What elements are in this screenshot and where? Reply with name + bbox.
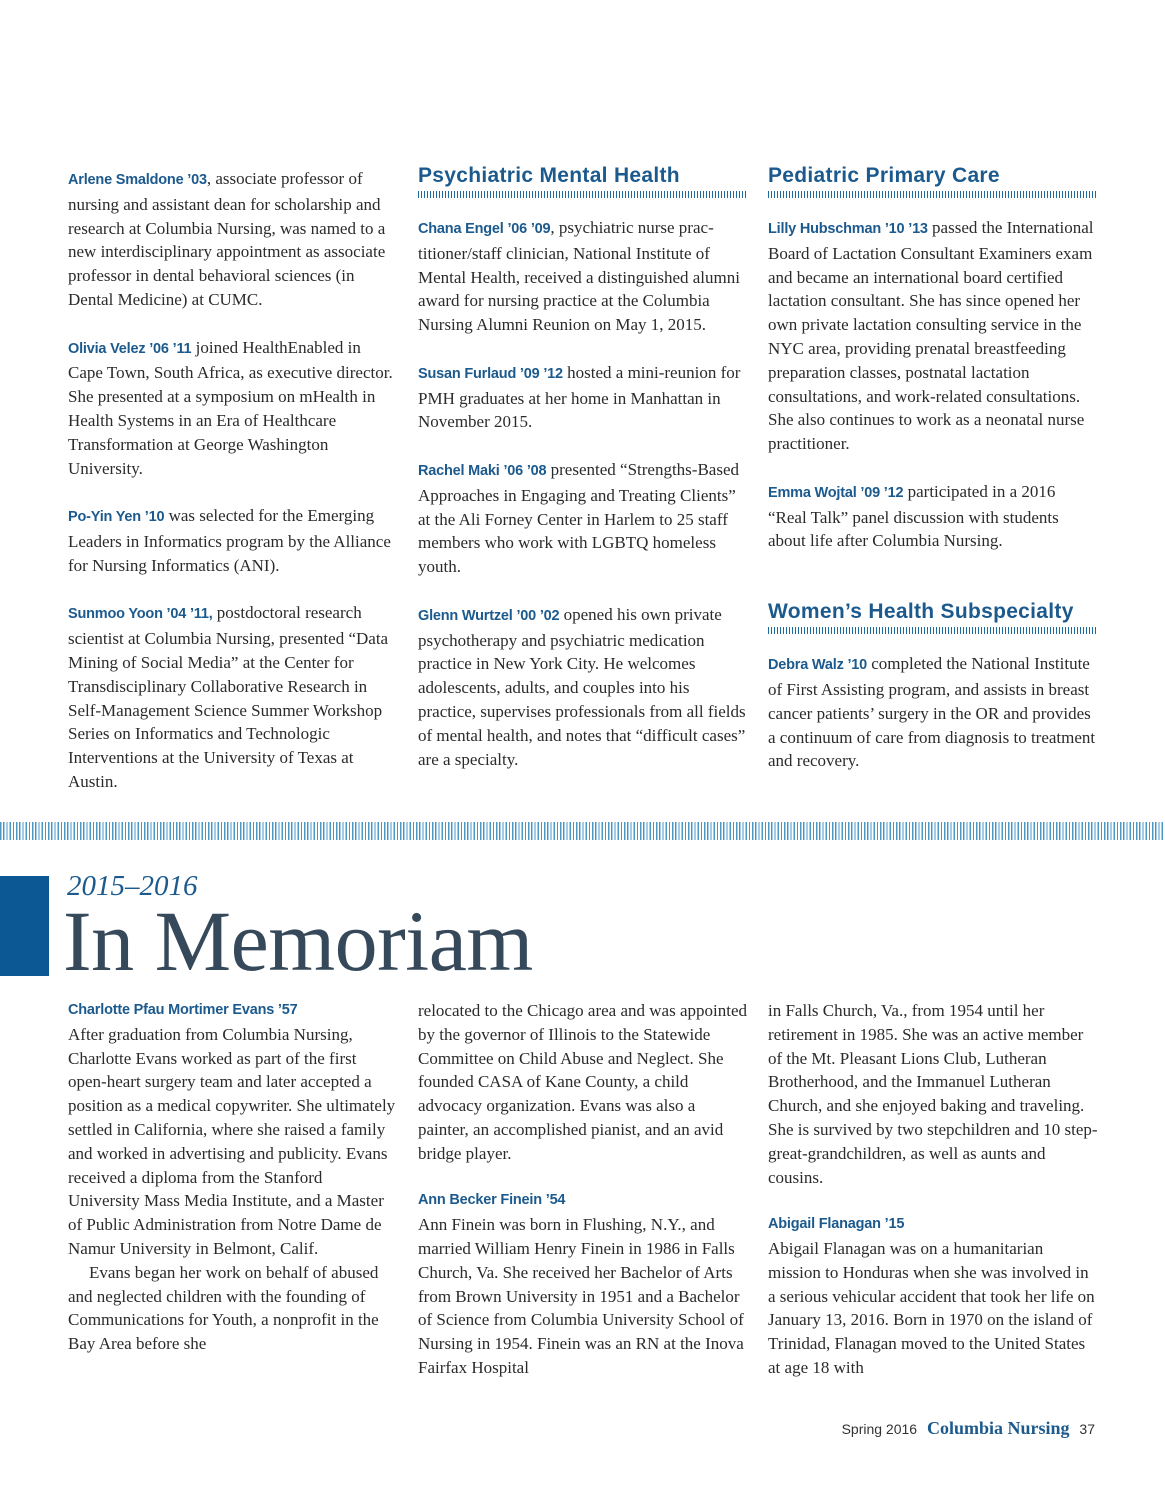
obituary-text: Evans began her work on behalf of abused and neglected children with the founding of Communications for Youth, a nonprofit in the Bay Area before she — [68, 1262, 379, 1354]
news-text: , psychiatric nurse practitioner/staff clinician, National Institute of Mental Health, received a distinguished alumni award for nursing practice at the Columbia Nursing Alumni Reunion on May 1, 2015. — [418, 218, 740, 335]
news-text: presented “Strengths-Based Approaches in Engaging and Treating Clients” at the Ali Forney Center in Harlem to 25 staff members who work with LGBTQ homeless youth. — [418, 459, 740, 577]
obituary-text: After graduation from Columbia Nursing, Charlotte Evans worked as part of the first open-heart surgery team and later accepted a position as a medical copywriter. She ultimately settled in California, where she raised a family and worked in advertising and publicity. Evans received a diploma from the Stanford University Mass Media Institute, and a Master of Public Administration from Notre Dame de Namur University in Belmont, Calif. — [68, 1024, 396, 1258]
news-item — [68, 601, 398, 793]
news-item — [418, 603, 746, 772]
person-name: Sunmoo Yoon ’04 ’11, — [68, 606, 213, 623]
decorative-stripe-band — [0, 822, 1165, 840]
news-text: hosted a mini-reunion for PMH graduates at her home in Manhattan in November 2015. — [418, 362, 741, 432]
news-text: , associate professor of nursing and assistant dean for scholarship and research at Columbia Nursing, was named to a new interdisciplinary appointment as associate professor in dental behavioral sciences (in Dental Medicine) at CUMC. — [68, 169, 386, 309]
page-footer — [842, 1418, 1095, 1439]
news-text: was selected for the Emerging Leaders in Informatics program by the Alliance for Nursing Informatics (ANI). — [68, 506, 391, 575]
person-name: Chana Engel ’06 ’09 — [418, 221, 551, 237]
news-text: completed the National Institute of First Assisting program, and assists in breast cancer patients’ surgery in the OR and provides a continuum of care from diagnosis to treatment and recovery. — [768, 654, 1096, 771]
section-heading-psychiatric: Psychiatric Mental Health — [418, 164, 680, 187]
news-item — [768, 216, 1096, 456]
person-name: Emma Wojtal ’09 ’12 — [768, 484, 904, 501]
obituary-text: in Falls Church, Va., from 1954 until her retirement in 1985. She was an active member of the Mt. Pleasant Lions Club, Lutheran Brotherhood, and the Immanuel Lutheran Church, and she enjoyed baking and traveling. She is survived by two stepchildren and 10 step-great-grandchildren, as well as aunts and cousins. — [768, 1001, 1098, 1187]
person-name: Rachel Maki ’06 ’08 — [418, 462, 547, 479]
memoriam-column-3 — [768, 999, 1098, 1380]
news-item — [768, 652, 1096, 773]
heading-rule — [768, 627, 1096, 634]
person-name: Glenn Wurtzel ’00 ’02 — [418, 607, 560, 624]
news-text: participated in a 2016 “Real Talk” panel discussion with students about life after Columbia Nursing. — [768, 481, 1059, 551]
person-name: Debra Walz ’10 — [768, 657, 868, 674]
page-number: 37 — [1079, 1421, 1095, 1437]
news-item — [418, 216, 746, 337]
section-heading-womens-health: Women’s Health Subspecialty — [768, 600, 1074, 624]
news-text: joined HealthEnabled in Cape Town, South Africa, as executive director. She presented at a symposium on mHealth in Health Systems in an Era of Healthcare Transformation at George Washington University. — [68, 337, 393, 478]
person-name: Olivia Velez ’06 ’11 — [68, 340, 192, 357]
person-name: Lilly Hubschman ’10 ’13 — [768, 221, 928, 237]
news-item — [68, 167, 398, 312]
issue-label: Spring 2016 — [841, 1421, 918, 1437]
section-heading-pediatric: Pediatric Primary Care — [768, 164, 1000, 187]
obituary-name: Charlotte Pfau Mortimer Evans ’57 — [68, 1002, 298, 1018]
column-3 — [768, 163, 1096, 797]
memoriam-year: 2015–2016 — [67, 870, 198, 902]
memoriam-title: In Memoriam — [63, 893, 533, 989]
news-item — [68, 336, 398, 481]
news-item — [768, 480, 1096, 553]
column-1 — [68, 167, 398, 818]
accent-block — [0, 876, 49, 976]
news-item — [418, 458, 746, 579]
news-text: passed the International Board of Lactation Consultant Examiners exam and became an international board certified lactation consultant. She has since opened her own private lactation consulting service in the NYC area, providing prenatal breastfeeding preparation classes, postnatal lactation consultations, and work-related consultations. She also continues to work as a neonatal nurse practitioner. — [768, 218, 1094, 454]
column-2 — [418, 163, 746, 795]
news-text: opened his own private psychotherapy and psychiatric medication practice in New York City. He welcomes adolescents, adults, and couples into his practice, supervises professionals from all fields of mental health, and notes that “difficult cases” are a specialty. — [418, 604, 746, 769]
news-text: postdoctoral research scientist at Columbia Nursing, presented “Data Mining of Social Media” at the Center for Transdisciplinary Collaborative Research in Self-Management Science Summer Workshop Series on Informatics and Technologic Interventions at the University of Texas at Austin. — [68, 603, 389, 791]
memoriam-column-2 — [418, 999, 748, 1380]
person-name: Arlene Smaldone ’03 — [68, 172, 207, 188]
obituary-text: relocated to the Chicago area and was appointed by the governor of Illinois to the Statewide Committee on Child Abuse and Neglect. She founded CASA of Kane County, a child advocacy organization. Evans was also a painter, an accomplished pianist, and an avid bridge player. — [418, 1001, 748, 1163]
brand-name: Columbia Nursing — [926, 1418, 1070, 1438]
news-item — [418, 361, 746, 434]
obituary-name: Ann Becker Finein ’54 — [418, 1192, 566, 1209]
obituary-name: Abigail Flanagan ’15 — [768, 1216, 905, 1233]
obituary-text: Ann Finein was born in Flushing, N.Y., and married William Henry Finein in 1986 in Falls Church, Va. She received her Bachelor of Arts from Brown University in 1951 and a Bachelor of Science from Columbia University School of Nursing in 1954. Finein was an RN at the Inova Fairfax Hospital — [418, 1215, 744, 1377]
news-item — [68, 504, 398, 577]
obituary-text: Abigail Flanagan was on a humanitarian mission to Honduras when she was involved in a serious vehicular accident that took her life on January 13, 2016. Born in 1970 on the island of Trinidad, Flanagan moved to the United States at age 18 with — [768, 1238, 1095, 1377]
person-name: Susan Furlaud ’09 ’12 — [418, 365, 563, 382]
person-name: Po-Yin Yen ’10 — [68, 509, 165, 526]
heading-rule — [768, 191, 1096, 198]
memoriam-column-1 — [68, 999, 398, 1356]
heading-rule — [418, 191, 746, 198]
